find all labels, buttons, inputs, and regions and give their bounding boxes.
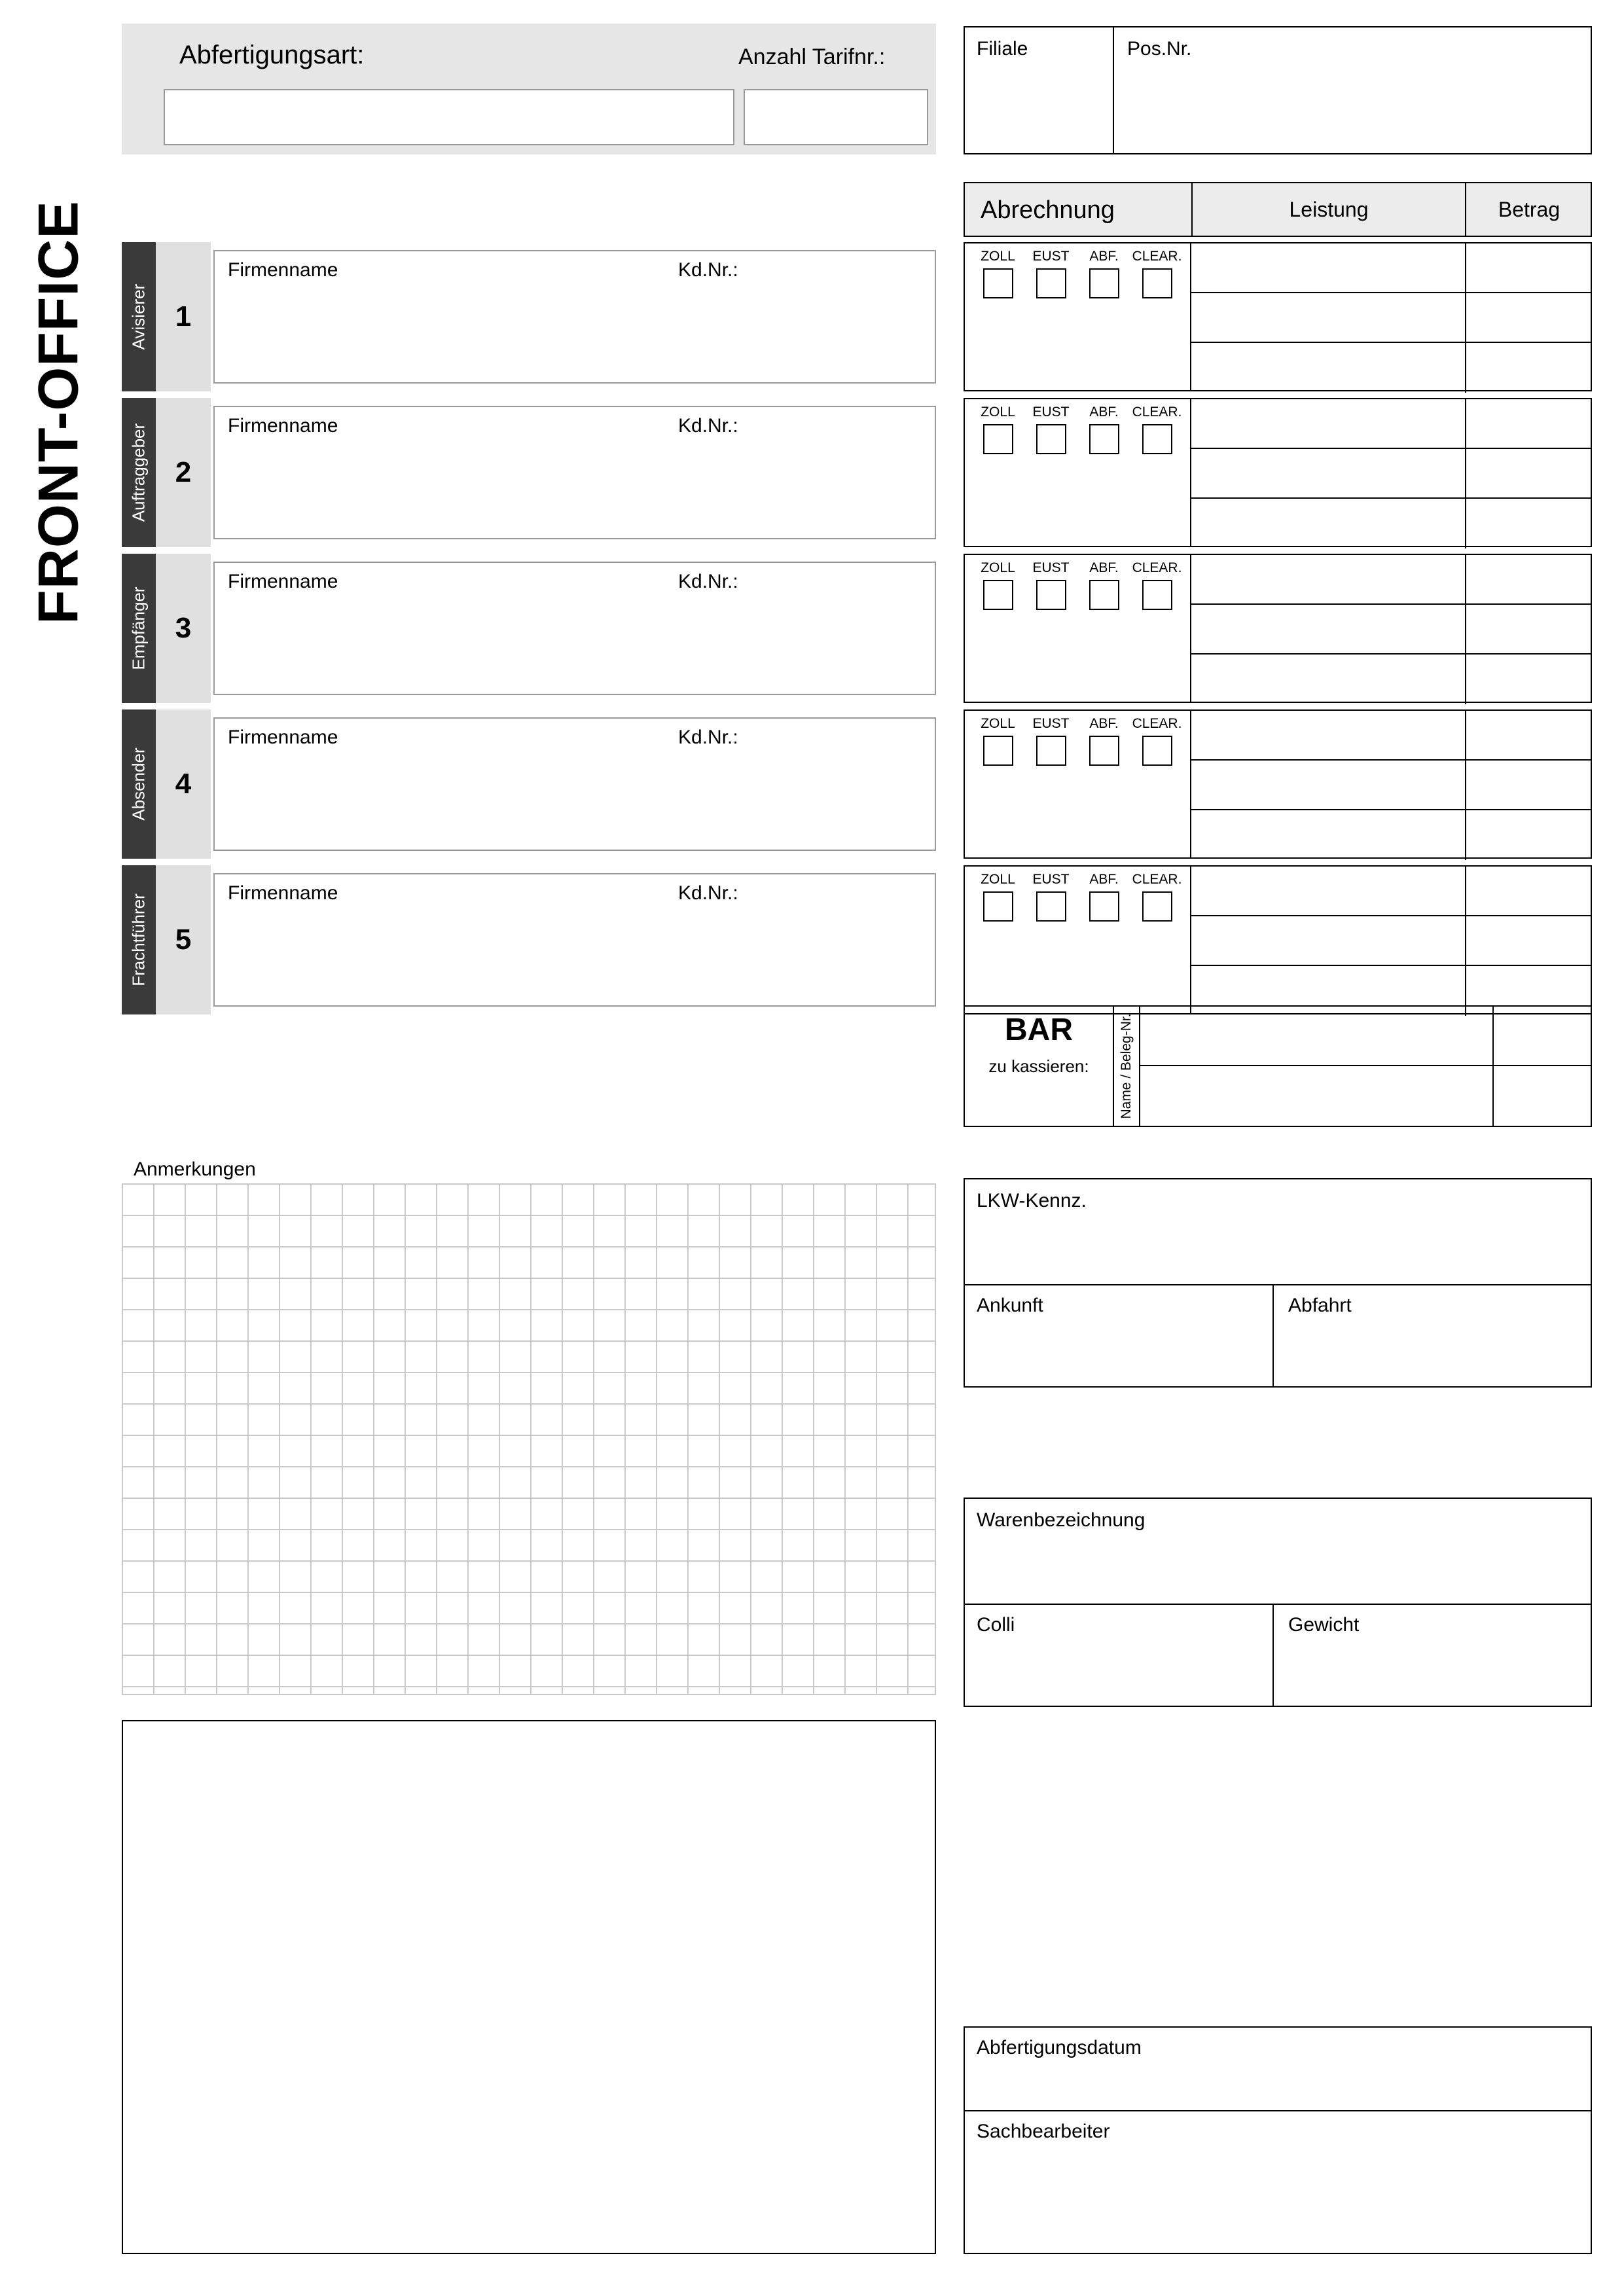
checkbox-clear-label-2: CLEAR. [1132, 404, 1182, 420]
kdnr-label-5: Kd.Nr.: [678, 882, 738, 904]
abrechnung-checkboxes-4 [965, 711, 1191, 857]
bar-betrag-input-1[interactable] [1494, 1007, 1591, 1066]
checkbox-clear-box-4[interactable] [1142, 736, 1172, 766]
checkbox-abf-label-2: ABF. [1089, 404, 1119, 420]
leistung-input-2-2[interactable] [1191, 449, 1466, 499]
checkbox-clear-label-1: CLEAR. [1132, 249, 1182, 264]
checkbox-clear-5[interactable] [1130, 872, 1183, 922]
filiale-label: Filiale [977, 38, 1028, 60]
leistung-input-4-2[interactable] [1191, 761, 1466, 810]
abrechnung-checkboxes-3 [965, 555, 1191, 702]
checkbox-abf-3[interactable] [1077, 560, 1130, 610]
abfahrt-label: Abfahrt [1288, 1295, 1352, 1316]
kdnr-label-1: Kd.Nr.: [678, 259, 738, 281]
bar-name-beleg-label: Name / Beleg-Nr. [1119, 1013, 1134, 1119]
party-row-1 [122, 242, 936, 391]
filiale-input[interactable] [969, 68, 1108, 151]
leistung-input-3-2[interactable] [1191, 605, 1466, 655]
leistung-input-1-3[interactable] [1191, 343, 1466, 393]
checkbox-abf-label-3: ABF. [1089, 560, 1119, 575]
checkbox-zoll-label-4: ZOLL [981, 716, 1015, 731]
checkbox-eust-label-1: EUST [1032, 249, 1070, 264]
checkbox-clear-box-1[interactable] [1142, 268, 1172, 298]
waren-vertical-divider [1272, 1604, 1274, 1707]
checkbox-clear-label-5: CLEAR. [1132, 872, 1182, 887]
ankunft-label: Ankunft [977, 1295, 1043, 1316]
checkbox-zoll-box-4[interactable] [983, 736, 1013, 766]
party-role-tab-5 [122, 865, 156, 1014]
party-input-4[interactable] [213, 717, 936, 851]
checkbox-clear-1[interactable] [1130, 249, 1183, 298]
abrechnung-lines-1 [1191, 243, 1591, 390]
lkw-kennz-input[interactable] [969, 1219, 1584, 1279]
leistung-input-4-3[interactable] [1191, 810, 1466, 860]
party-role-label-4: Absender [128, 747, 149, 821]
checkbox-eust-label-4: EUST [1032, 716, 1070, 731]
checkbox-abf-2[interactable] [1077, 404, 1130, 454]
abrechnung-lines-5 [1191, 867, 1591, 1013]
leistung-input-4-1[interactable] [1191, 711, 1466, 761]
checkbox-eust-5[interactable] [1024, 872, 1077, 922]
datum-divider [965, 2110, 1591, 2111]
checkbox-clear-box-5[interactable] [1142, 891, 1172, 922]
party-role-tab-1 [122, 242, 156, 391]
colli-label: Colli [977, 1614, 1015, 1636]
betrag-input-2-1[interactable] [1466, 399, 1591, 449]
betrag-input-2-3[interactable] [1466, 499, 1591, 548]
checkbox-abf-box-4[interactable] [1089, 736, 1119, 766]
checkbox-abf-label-4: ABF. [1089, 716, 1119, 731]
checkbox-zoll-2[interactable] [971, 404, 1024, 454]
leistung-input-3-1[interactable] [1191, 555, 1466, 605]
abfahrt-input[interactable] [1280, 1322, 1584, 1382]
checkbox-eust-box-1[interactable] [1036, 268, 1066, 298]
checkbox-abf-label-5: ABF. [1089, 872, 1119, 887]
anzahl-tarifnr-input[interactable] [744, 89, 928, 145]
checkbox-eust-4[interactable] [1024, 716, 1077, 766]
checkbox-abf-label-1: ABF. [1089, 249, 1119, 264]
kdnr-label-4: Kd.Nr.: [678, 726, 738, 748]
sachbearbeiter-label: Sachbearbeiter [977, 2121, 1110, 2142]
betrag-input-3-3[interactable] [1466, 655, 1591, 704]
kdnr-label-2: Kd.Nr.: [678, 415, 738, 437]
checkbox-zoll-box-2[interactable] [983, 424, 1013, 454]
checkbox-abf-5[interactable] [1077, 872, 1130, 922]
checkbox-zoll-4[interactable] [971, 716, 1024, 766]
checkbox-eust-label-3: EUST [1032, 560, 1070, 575]
checkbox-eust-label-5: EUST [1032, 872, 1070, 887]
checkbox-clear-box-3[interactable] [1142, 580, 1172, 610]
checkbox-clear-label-4: CLEAR. [1132, 716, 1182, 731]
form-side-title [20, 26, 98, 798]
checkbox-zoll-box-1[interactable] [983, 268, 1013, 298]
checkbox-eust-box-2[interactable] [1036, 424, 1066, 454]
abfertigungsdatum-input[interactable] [969, 2063, 1584, 2106]
abrechnung-title: Abrechnung [981, 196, 1115, 224]
betrag-input-4-1[interactable] [1466, 711, 1591, 761]
checkbox-clear-box-2[interactable] [1142, 424, 1172, 454]
leistung-input-3-3[interactable] [1191, 655, 1466, 704]
betrag-input-2-2[interactable] [1466, 449, 1591, 499]
firmenname-label-4: Firmenname [228, 726, 338, 748]
party-number-5: 5 [156, 865, 211, 1014]
bar-payment-block [964, 1005, 1592, 1127]
abrechnung-lines-2 [1191, 399, 1591, 546]
abrechnung-col-leistung: Leistung [1191, 182, 1466, 237]
checkbox-zoll-label-2: ZOLL [981, 404, 1015, 420]
checkbox-abf-box-2[interactable] [1089, 424, 1119, 454]
lkw-vertical-divider [1272, 1284, 1274, 1388]
checkbox-eust-box-4[interactable] [1036, 736, 1066, 766]
betrag-input-3-1[interactable] [1466, 555, 1591, 605]
abrechnung-row-2 [964, 398, 1592, 547]
leistung-input-5-2[interactable] [1191, 916, 1466, 966]
party-number-3: 3 [156, 554, 211, 703]
leistung-input-1-1[interactable] [1191, 243, 1466, 293]
betrag-input-5-2[interactable] [1466, 916, 1591, 966]
party-role-label-1: Avisierer [128, 283, 149, 350]
freeform-box-input[interactable] [122, 1720, 936, 2254]
party-row-5 [122, 865, 936, 1014]
betrag-input-1-2[interactable] [1466, 293, 1591, 343]
abfertigungsdatum-label: Abfertigungsdatum [977, 2037, 1142, 2058]
betrag-input-5-1[interactable] [1466, 867, 1591, 916]
gewicht-label: Gewicht [1288, 1614, 1360, 1636]
party-row-3 [122, 554, 936, 703]
party-role-tab-3 [122, 554, 156, 703]
side-title-text: FRONT-OFFICE [27, 200, 90, 624]
leistung-input-1-2[interactable] [1191, 293, 1466, 343]
colli-input[interactable] [969, 1641, 1265, 1702]
posnr-label: Pos.Nr. [1127, 38, 1192, 60]
abrechnung-row-5 [964, 865, 1592, 1014]
filiale-posnr-divider [1113, 26, 1114, 154]
abrechnung-lines-3 [1191, 555, 1591, 702]
waren-divider [965, 1604, 1591, 1605]
abrechnung-checkboxes-2 [965, 399, 1191, 546]
lkw-divider [965, 1284, 1591, 1285]
leistung-input-2-3[interactable] [1191, 499, 1466, 548]
lkw-kennz-label: LKW-Kennz. [977, 1190, 1087, 1211]
checkbox-eust-label-2: EUST [1032, 404, 1070, 420]
sachbearbeiter-input[interactable] [969, 2149, 1584, 2249]
checkbox-abf-box-5[interactable] [1089, 891, 1119, 922]
betrag-input-3-2[interactable] [1466, 605, 1591, 655]
abrechnung-row-3 [964, 554, 1592, 703]
anmerkungen-label: Anmerkungen [134, 1158, 256, 1180]
checkbox-eust-2[interactable] [1024, 404, 1077, 454]
kdnr-label-3: Kd.Nr.: [678, 571, 738, 592]
abrechnung-row-1 [964, 242, 1592, 391]
party-input-5[interactable] [213, 873, 936, 1007]
checkbox-clear-3[interactable] [1130, 560, 1183, 610]
party-role-label-2: Auftraggeber [128, 423, 149, 522]
party-number-2: 2 [156, 398, 211, 547]
bar-lines [1140, 1007, 1591, 1126]
checkbox-abf-4[interactable] [1077, 716, 1130, 766]
party-role-tab-4 [122, 709, 156, 859]
abrechnung-row-4 [964, 709, 1592, 859]
ankunft-input[interactable] [969, 1322, 1265, 1382]
checkbox-zoll-3[interactable] [971, 560, 1024, 610]
warenbezeichnung-input[interactable] [969, 1538, 1584, 1598]
gewicht-input[interactable] [1280, 1641, 1584, 1702]
betrag-input-1-1[interactable] [1466, 243, 1591, 293]
party-number-1: 1 [156, 242, 211, 391]
anmerkungen-grid-input[interactable] [122, 1183, 936, 1695]
leistung-input-2-1[interactable] [1191, 399, 1466, 449]
checkbox-zoll-label-3: ZOLL [981, 560, 1015, 575]
checkbox-eust-box-3[interactable] [1036, 580, 1066, 610]
betrag-input-4-3[interactable] [1466, 810, 1591, 860]
checkbox-clear-4[interactable] [1130, 716, 1183, 766]
checkbox-zoll-1[interactable] [971, 249, 1024, 298]
abrechnung-checkboxes-5 [965, 867, 1191, 1013]
abrechnung-lines-4 [1191, 711, 1591, 857]
bar-leistung-input-2[interactable] [1140, 1066, 1494, 1126]
checkbox-eust-box-5[interactable] [1036, 891, 1066, 922]
checkbox-eust-3[interactable] [1024, 560, 1077, 610]
party-input-2[interactable] [213, 406, 936, 539]
checkbox-zoll-label-1: ZOLL [981, 249, 1015, 264]
bar-betrag-input-2[interactable] [1494, 1066, 1591, 1126]
checkbox-abf-1[interactable] [1077, 249, 1130, 298]
party-role-label-5: Frachtführer [128, 893, 149, 986]
firmenname-label-3: Firmenname [228, 571, 338, 592]
checkbox-zoll-label-5: ZOLL [981, 872, 1015, 887]
bar-name-beleg-strip [1114, 1007, 1140, 1126]
betrag-input-4-2[interactable] [1466, 761, 1591, 810]
anzahl-tarifnr-label: Anzahl Tarifnr.: [738, 45, 886, 69]
abrechnung-checkboxes-1 [965, 243, 1191, 390]
leistung-input-5-1[interactable] [1191, 867, 1466, 916]
checkbox-clear-2[interactable] [1130, 404, 1183, 454]
abfertigungsart-input[interactable] [164, 89, 734, 145]
betrag-input-1-3[interactable] [1466, 343, 1591, 393]
party-input-1[interactable] [213, 250, 936, 384]
firmenname-label-2: Firmenname [228, 415, 338, 437]
party-row-4 [122, 709, 936, 859]
checkbox-zoll-box-3[interactable] [983, 580, 1013, 610]
party-number-4: 4 [156, 709, 211, 859]
checkbox-zoll-box-5[interactable] [983, 891, 1013, 922]
party-role-label-3: Empfänger [128, 586, 149, 670]
firmenname-label-1: Firmenname [228, 259, 338, 281]
bar-subtitle: zu kassieren: [988, 1056, 1089, 1076]
checkbox-eust-1[interactable] [1024, 249, 1077, 298]
warenbezeichnung-label: Warenbezeichnung [977, 1509, 1146, 1531]
checkbox-abf-box-3[interactable] [1089, 580, 1119, 610]
firmenname-label-5: Firmenname [228, 882, 338, 904]
party-input-3[interactable] [213, 562, 936, 695]
party-row-2 [122, 398, 936, 547]
bar-left-cell [965, 1007, 1114, 1126]
checkbox-abf-box-1[interactable] [1089, 268, 1119, 298]
checkbox-zoll-5[interactable] [971, 872, 1024, 922]
checkbox-clear-label-3: CLEAR. [1132, 560, 1182, 575]
bar-title: BAR [1005, 1013, 1073, 1047]
posnr-input[interactable] [1119, 68, 1587, 151]
bar-leistung-input-1[interactable] [1140, 1007, 1494, 1066]
abrechnung-col-betrag: Betrag [1498, 197, 1561, 221]
party-role-tab-2 [122, 398, 156, 547]
abfertigungsart-label: Abfertigungsart: [179, 41, 365, 69]
